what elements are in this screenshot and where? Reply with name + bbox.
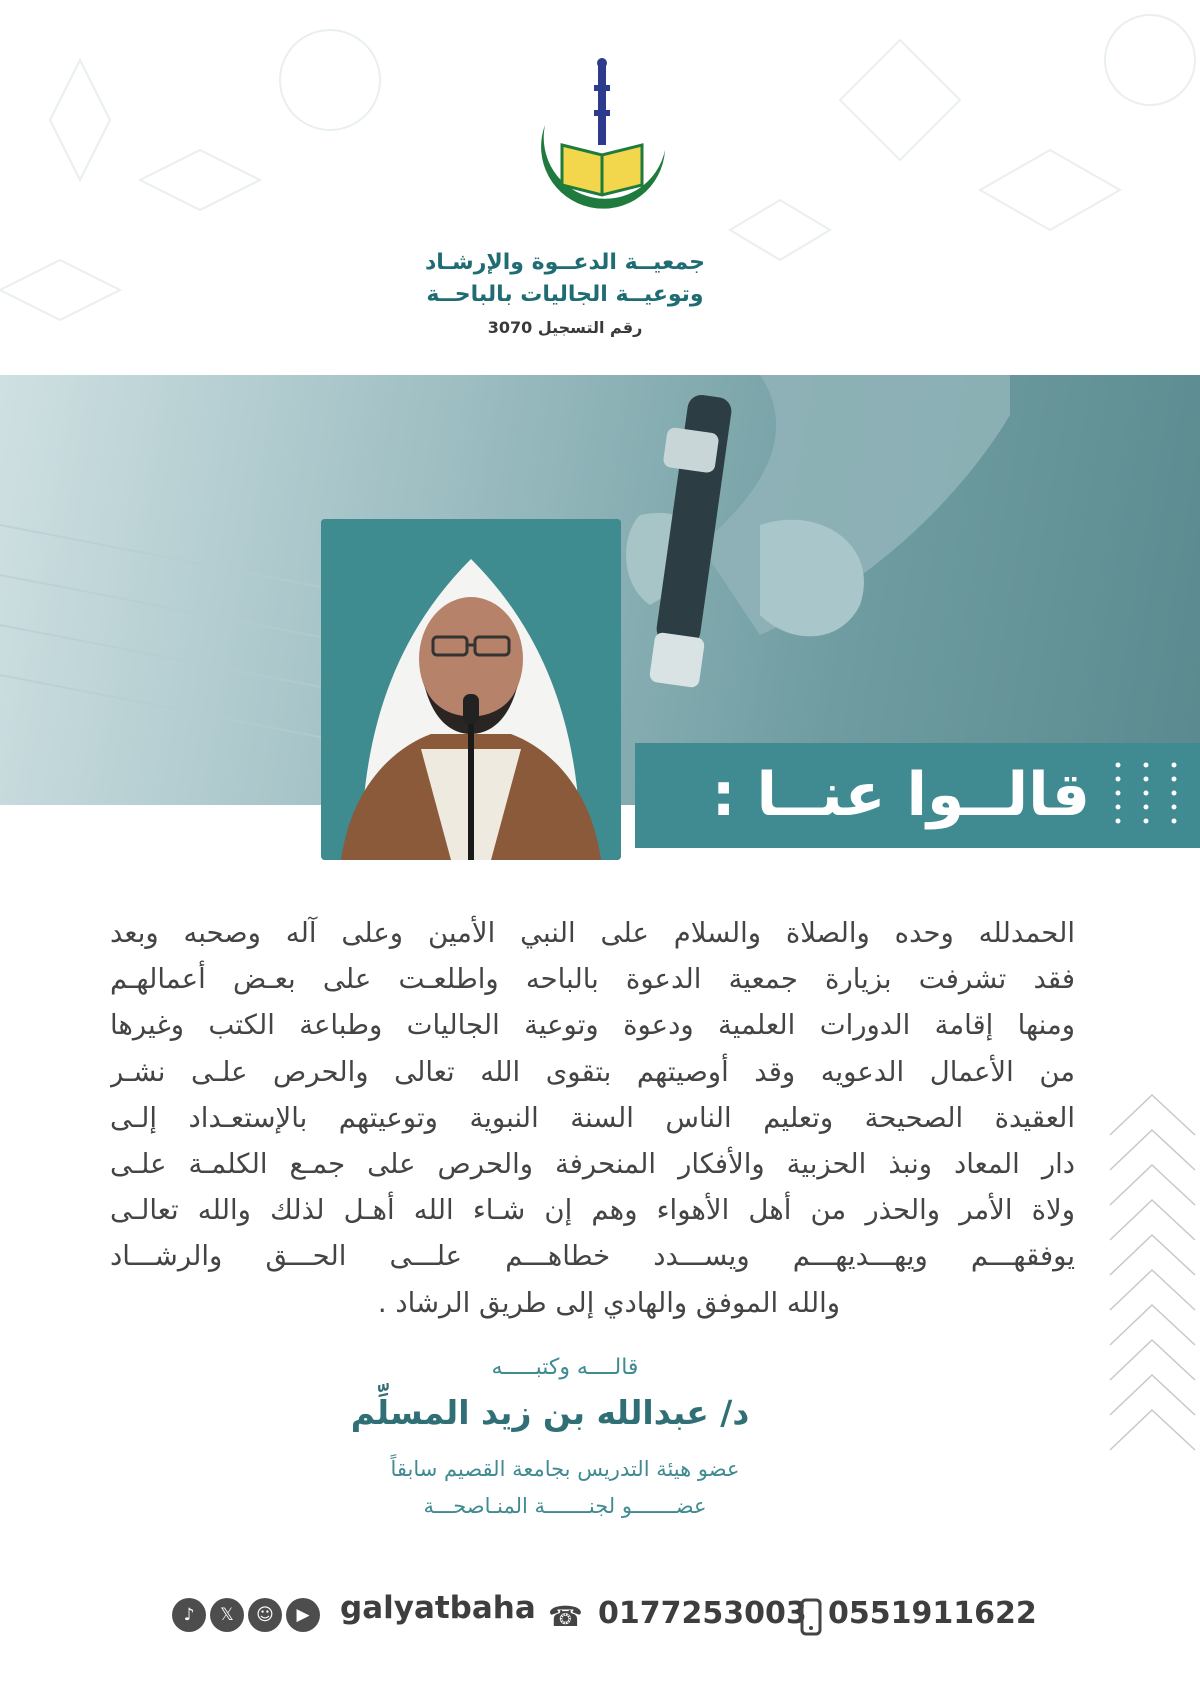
testimonial-line: ومنها إقامة الدورات العلمية ودعوة وتوعية الجاليات وطباعة الكتب وغيرها (110, 1009, 1075, 1042)
author-portrait (321, 519, 621, 860)
author-name: د/ عبدالله بن زيد المسلِّم (350, 1393, 750, 1432)
testimonial-line: العقيدة الصحيحة وتعليم الناس السنة النبوية وتوعيتهم بالإستعـداد إلـى (110, 1101, 1075, 1134)
section-title: قالــوا عنــا : (711, 760, 1090, 830)
testimonial-line: فقد تشرفت بزيارة جمعية الدعوة بالباحه واطلعـت على بعـض أعمالهـم (110, 963, 1075, 996)
mobile-number[interactable]: 0551911622 (828, 1596, 1037, 1631)
testimonial-line: دار المعاد ونبذ الحزبية والأفكار المنحرفة والحرص على جمـع الكلمـة علـى (110, 1147, 1075, 1180)
testimonial-line: الحمدلله وحده والصلاة والسلام على النبي الأمين وعلى آله وصحبه وبعد (110, 917, 1075, 949)
testimonial-line: يوفقهـــم ويهـــديهـــم ويســـدد خطاهـــم علـــى الحـــق والرشـــاد (110, 1240, 1075, 1273)
author-role-2: عضـــــــو لجنـــــــة المنـاصحـــة (423, 1494, 707, 1518)
landline-number[interactable]: 0177253003 (598, 1596, 807, 1631)
author-role-1: عضو هيئة التدريس بجامعة القصيم سابقاً (390, 1457, 740, 1481)
signed-by-label: قالــــه وكتبـــــه (491, 1355, 639, 1380)
testimonial-line: ولاة الأمر والحذر من أهل الأهواء وهم إن شـاء الله أهـل لذلك والله تعالـى (110, 1194, 1075, 1227)
organization-logo (520, 55, 685, 250)
telephone-icon: ☎ (548, 1600, 583, 1633)
tiktok-icon[interactable]: ♪ (172, 1598, 206, 1632)
snapchat-icon[interactable]: ☺ (248, 1598, 282, 1632)
social-handle[interactable]: galyatbaha (340, 1590, 536, 1626)
organization-name-line2: وتوعيــة الجاليات بالباحــة (426, 282, 704, 307)
registration-number: رقم التسجيل 3070 (487, 318, 643, 337)
testimonial-text (110, 910, 1075, 1326)
testimonial-line: والله الموفق والهادي إلى طريق الرشاد . (377, 1286, 840, 1319)
x-icon[interactable]: 𝕏 (210, 1598, 244, 1632)
mobile-phone-icon (800, 1598, 822, 1636)
dots-decoration (1110, 757, 1185, 827)
organization-name-line1: جمعيــة الدعــوة والإرشـاد (424, 250, 706, 275)
youtube-icon[interactable]: ▶ (286, 1598, 320, 1632)
testimonial-line: من الأعمال الدعويه وقد أوصيتهم بتقوى الله تعالى والحرص علـى نشـر (110, 1055, 1075, 1088)
chevron-decoration (1105, 1075, 1200, 1465)
